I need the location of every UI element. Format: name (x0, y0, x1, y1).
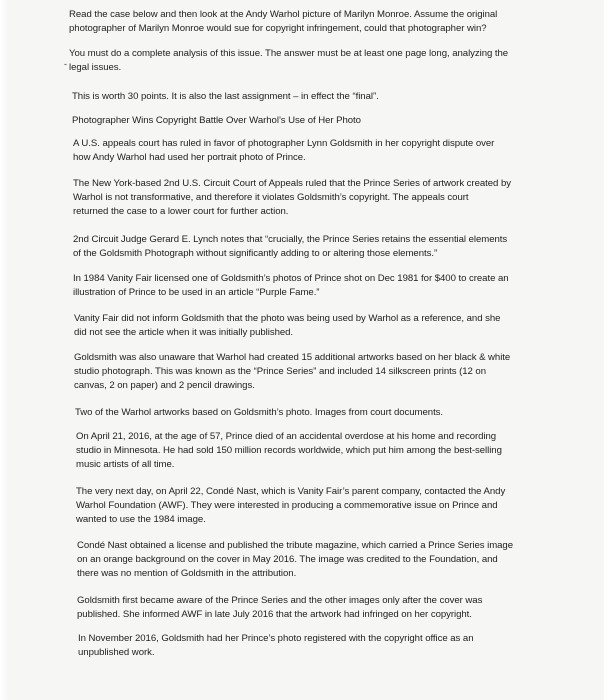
text-line: Goldsmith was also unaware that Warhol had created 15 additional artworks based on her black & white (74, 352, 511, 363)
article-paragraph (76, 485, 505, 527)
text-line: photographer of Marilyn Monroe would sue for copyright infringement, could that photographer win? (69, 23, 487, 34)
article-headline (72, 114, 361, 128)
text-line: Goldsmith first became aware of the Prince Series and the other images only after the cover was (77, 595, 483, 606)
article-paragraph (74, 312, 500, 340)
article-paragraph (76, 430, 502, 472)
text-line: legal issues. (69, 62, 122, 73)
text-line: did not see the article when it was initially published. (74, 327, 294, 338)
text-line: This is worth 30 points. It is also the last assignment – in effect the “final”. (72, 91, 379, 102)
article-paragraph (73, 233, 507, 261)
text-line: unpublished work. (78, 647, 155, 658)
text-line: Two of the Warhol artworks based on Goldsmith’s photo. Images from court documents. (75, 407, 444, 418)
article-paragraph (77, 594, 482, 622)
text-line: Condé Nast obtained a license and published the tribute magazine, which carried a Prince Series image (77, 540, 513, 551)
text-line: You must do a complete analysis of this issue. The answer must be at least one page long, analyzing the (69, 48, 509, 59)
text-line: Vanity Fair did not inform Goldsmith that the photo was being used by Warhol as a reference, and she (74, 313, 501, 324)
text-line: published. She informed AWF in late July 2016 that the artwork had infringed on her copyright. (77, 609, 472, 620)
text-line: In November 2016, Goldsmith had her Prince’s photo registered with the copyright office as an (78, 633, 474, 644)
text-line: Read the case below and then look at the Andy Warhol picture of Marilyn Monroe. Assume the original (69, 9, 498, 20)
article-paragraph (73, 272, 509, 300)
text-line: on an orange background on the cover in May 2016. The image was credited to the Foundation, and (77, 554, 498, 565)
text-line: wanted to use the 1984 image. (76, 514, 206, 525)
text-line: returned the case to a lower court for further action. (73, 206, 289, 217)
text-line: of the Goldsmith Photograph without significantly adding to or altering those elements.” (73, 248, 438, 259)
text-line: On April 21, 2016, at the age of 57, Prince died of an accidental overdose at his home and recording (76, 431, 497, 442)
article-paragraph (73, 177, 511, 219)
stray-bullet-mark: - (64, 59, 67, 69)
article-paragraph (77, 539, 513, 581)
text-line: Warhol is not transformative, and therefore it violates Goldsmith’s copyright. The appeals court (73, 192, 469, 203)
text-line: studio in Minnesota. He had sold 150 million records worldwide, which put him among the best-selling (76, 445, 502, 456)
text-line: illustration of Prince to be used in an article “Purple Fame.” (73, 287, 320, 298)
text-line: The New York-based 2nd U.S. Circuit Court of Appeals ruled that the Prince Series of artwork created by (73, 178, 511, 189)
text-line: canvas, 2 on paper) and 2 pencil drawings. (74, 380, 255, 391)
points-note (72, 90, 379, 104)
text-line: music artists of all time. (76, 459, 175, 470)
text-line: Warhol Foundation (AWF). They were interested in producing a commemorative issue on Prince and (76, 500, 498, 511)
text-line: how Andy Warhol had used her portrait photo of Prince. (73, 152, 306, 163)
assignment-prompt (69, 8, 497, 36)
text-line: In 1984 Vanity Fair licensed one of Goldsmith’s photos of Prince shot on Dec 1981 for $400 to create an (73, 273, 509, 284)
article-paragraph (78, 632, 474, 660)
article-paragraph (74, 351, 510, 393)
text-line: studio photograph. This was known as the “Prince Series” and included 14 silkscreen prints (12 on (74, 366, 486, 377)
assignment-requirements (69, 47, 508, 75)
text-line: A U.S. appeals court has ruled in favor of photographer Lynn Goldsmith in her copyright dispute over (73, 138, 495, 149)
article-paragraph (73, 137, 494, 165)
text-line: there was no mention of Goldsmith in the attribution. (77, 568, 297, 579)
text-line: 2nd Circuit Judge Gerard E. Lynch notes that “crucially, the Prince Series retains the essential elements (73, 234, 508, 245)
image-caption (75, 406, 443, 420)
text-line: The very next day, on April 22, Condé Nast, which is Vanity Fair’s parent company, contacted the Andy (76, 486, 506, 497)
text-line: Photographer Wins Copyright Battle Over Warhol’s Use of Her Photo (72, 115, 361, 126)
